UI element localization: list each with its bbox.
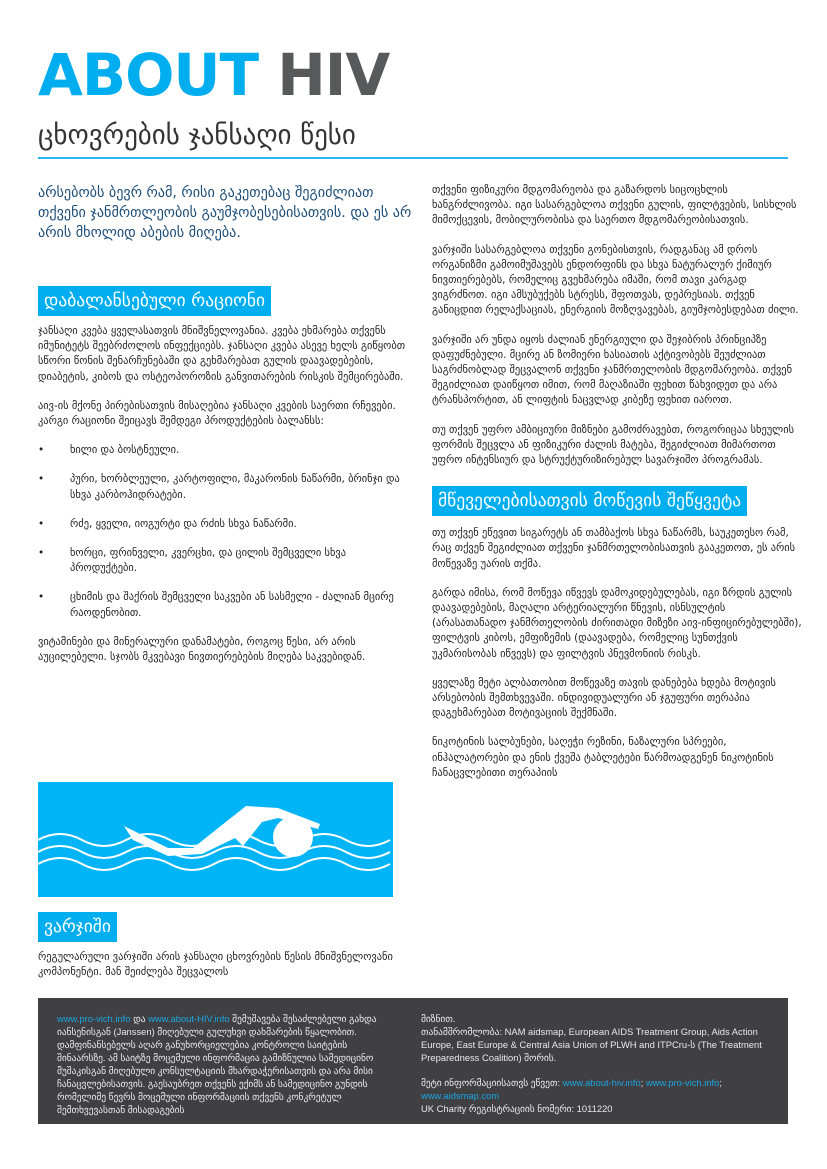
separator: ; (719, 1077, 722, 1088)
list-item-text: ხილი და ბოსტნეული. (70, 444, 180, 457)
diet-paragraph-2: აივ-ის მქონე პირებისათვის მისაღებია ჯანსაღი კვების საერთი რჩევები. კარგი რაციონი შეიცავს შემდეგი პროდუქტების ბალანსს: (38, 399, 396, 428)
list-item-text: რძე, ყველი, იოგურტი და რძის სხვა ნაწარმი. (70, 517, 297, 530)
exercise-paragraph-3: ვარჯიში არ უნდა იყოს ძალიან ენერგიული და შეჯიბრის პრინციპზე დაფუძნებული. მცირე ან ზომიერი ხასიათის აქტივობებს შეუძლიათ საგრძნობლად შეცვალონ თქვენი ჯანმრთელობის მდგომარეობა. თქვენ შეგიძლიათ დაიწყოთ იმით, რომ მაღაზიაში ფეხით წახვიდეთ და არა ტრანსპორტით, ან ლიფტის ნაცვლად კიბეზე ფეხით იაროთ. (432, 333, 792, 407)
list-item (38, 517, 408, 532)
diet-bullet-list (38, 443, 408, 621)
list-item (38, 443, 408, 458)
footer-more-info (421, 1076, 771, 1102)
list-item-text: ცხიმის და შაქრის შემცველი საკვები ან სასმელი - ძალიან მცირე რაოდენობით. (70, 591, 394, 619)
bullet-icon: • (38, 473, 45, 486)
bullet-icon: • (38, 547, 45, 560)
footer-disclaimer-text: შემუშავება შესაძლებელი გახდა იანსენისგან (Janssen) მიღებული გულუხვი დახმარების წყალობით. დამფინანსებელს აღარ განუხორციელებია კონტროლი საიტების შინაარსზე. ამ საიტზე მოცემული ინფორმაცია გამიზნულია სამედიცინო მუშაკისგან მიღებული კონსულტაციის მხარდაჭერისათვის და არა მისი ჩანაცვლებისათვის. გაესაუბრეთ თქვენს ექიმს ან სამედიცინო გუნდის რომელიმე წევრს მოცემული ინფორმაციის თქვენს კონკრეტულ შემთხვევასთან მისადაგების (57, 1013, 377, 1115)
page-subtitle: ცხოვრების ჯანსაღი წესი (38, 120, 356, 151)
swimmer-illustration (38, 782, 393, 897)
list-item-text: ხორცი, ფრინველი, კვერცხი, და ცილის შემცველი სხვა პროდუქტები. (70, 547, 346, 575)
title-hiv: HIV (277, 41, 390, 109)
diet-paragraph-1: ჯანსაღი კვება ყველასათვის მნიშვნელოვანია. კვება ეხმარება თქვენს იმუნიტეტს შეებრძოლოს ინფექციებს. ჯანსაღი კვება ასევე ხელს გიწყობთ სწორი წონის შენარჩუნებაში და გეხმარებათ გულის დაავადებების, დიაბეტის, კიბოს და ოსტეოპოროზის განვითარების რისკის შემცირებაში. (38, 325, 406, 383)
list-item (38, 590, 408, 620)
swimmer-icon (38, 782, 393, 897)
smoking-paragraph-1: თუ თქვენ ეწევით სიგარეტს ან თამბაქოს სხვა ნაწარმს, საუკეთესო რამ, რაც თქვენ შეგიძლიათ თქვენი ჯანმრთელობისათვის გააკეთოთ, ეს არის მოწევაზე უარის თქმა. (432, 527, 796, 570)
bullet-icon: • (38, 591, 45, 604)
exercise-section-start (38, 912, 408, 994)
footer-and: და (130, 1013, 149, 1024)
heading-exercise: ვარჯიში (38, 912, 117, 942)
list-item-text: პური, ხორბლეული, კარტოფილი, მაკარონის ნაწარმი, ბრინჯი და სხვა კარბოჰიდრატები. (70, 473, 400, 501)
title-divider (38, 157, 788, 159)
exercise-paragraph-4: თუ თქვენ უფრო ამბიციური მიზნები გამოძრავებთ, როგორიცაა სხეულის ფორმის შეცვლა ან ფიზიკური ძალის მატება, შეგიძლიათ მიმართოთ უფრო ინტენსიურ და სტრუქტურიზირებულ სავარჯიშო პროგრამას. (432, 423, 795, 467)
link-aidsmap[interactable]: www.aidsmap.com (421, 1090, 500, 1101)
smoking-paragraph-2: გარდა იმისა, რომ მოწევა იწვევს დამოკიდებულებას, იგი ზრდის გულის დაავადებების, მაღალი არტერიალური წნევის, ისნსულტის (არასათანადო ჯანმრთელობის ძირითადი მიზეზი აივ-ინფიცირებულებში), ფილტვის კიბოს, ემფიზემის (დაავადება, რომელიც სუნთქვის უკმარისობას იწვევს) და ფილტვის პნევმონიის რისკს. (432, 586, 802, 660)
bullet-icon: • (38, 444, 45, 457)
link-pro-vich-info[interactable]: www.pro-vich.info (645, 1077, 720, 1088)
exercise-paragraph-2: ვარჯიში სასარგებლოა თქვენი გონებისთვის, რადგანაც ამ დროს ორგანიზმი გამოიმუშავებს ენდორფინს და სხვა ნატურალურ ქიმიურ ნივთიერებებს, რომელიც გვეხმარება იმაში, რომ თავი კარგად ვიგრძნოთ. იგი ამსუბუქებს სტრესს, შფოთვას, დეპრესიას. თქვენ განიცდით რელაქსაციას, ენერგიის მოზღვავებას, გიუმჯობესდებათ ძილი. (432, 243, 799, 317)
footer-right (421, 1012, 771, 1115)
separator: ; (640, 1077, 646, 1088)
link-pro-vich[interactable]: www.pro-vich.info (57, 1013, 131, 1024)
bullet-icon: • (38, 517, 45, 530)
diet-paragraph-3: ვიტამინები და მინერალური დანამატები, როგოც წესი, არ არის აუცილებელი. სჯობს მკვებავი ნივთიერებების მიღება საკვებიდან. (38, 635, 366, 664)
list-item (38, 472, 408, 502)
smoking-paragraph-3: ყველაზე მეტი ალბათობით მოწევაზე თავის დანებება ხდება მოტივის არსებობის შემთხვევაში. ინდივიდუალური ან ჯგუფური თერაპია დაგეხმარებათ მოტივაციის შექმნაში. (432, 676, 776, 720)
title-about: ABOUT (38, 41, 259, 109)
intro-text: არსებობს ბევრ რამ, რისი გაკეთებაც შეგიძლიათ თქვენი ჯანმრთლეობის გაუმჯობესებისათვის. და ეს არ არის მხოლიდ აბების მიღება. (38, 185, 412, 241)
heading-stop-smoking: მწეველებისათვის მოწევის შეწყვეტა (432, 486, 747, 516)
link-about-hiv-info[interactable]: www.about-hiv.info (562, 1077, 641, 1088)
right-column (432, 183, 802, 795)
left-column (38, 286, 408, 679)
charity-number: UK Charity რეგისტრაციის ნომერი: 1011220 (421, 1103, 613, 1114)
footer-collaboration: თანამშრომლობა: NAM aidsmap, European AIDS Treatment Group, Aids Action Europe, East Europe & Central Asia Union of PLWH and ITPCru-ს (The Treatment Preparedness Coalition) შორის. (421, 1026, 762, 1063)
footer-disclaimer (57, 1012, 397, 1116)
exercise-paragraph-1: რეგულარული ვარჯიში არის ჯანსაღი ცხოვრების წესის მნიშვნელოვანი კომპონენტი. მან შეიძლება შეცვალოს (38, 951, 393, 979)
link-about-hiv[interactable]: www.about-HIV.info (148, 1013, 230, 1024)
heading-balanced-diet: დაბალანსებული რაციონი (38, 286, 271, 316)
footer (38, 998, 788, 1124)
more-info-label: მეტი ინფორმაციისათვს ეწვეთ: (421, 1077, 563, 1088)
list-item (38, 546, 408, 576)
page-title (38, 40, 389, 110)
footer-disclaimer-continued: მიზნით. (421, 1013, 456, 1024)
exercise-paragraph-1-continued: თქვენი ფიზიკური მდგომარეობა და გაზარდოს სიცოცხლის ხანგრძლივობა. იგი სასარგებლოა თქვენი გულის, ფილტვების, სისხლის მიმოქცევის, მობილურობისა და საერთო მდგომარეობისათვის. (432, 184, 797, 227)
smoking-paragraph-4: ნიკოტინის სალბუნები, საღეჭი რეზინი, ნაზალური სპრეები, ინჰალატორები და ენის ქვეშა ტაბლეტები წარმოადგენენ ნიკოტინის ჩანაცვლებითი თერაპიის (432, 736, 774, 779)
